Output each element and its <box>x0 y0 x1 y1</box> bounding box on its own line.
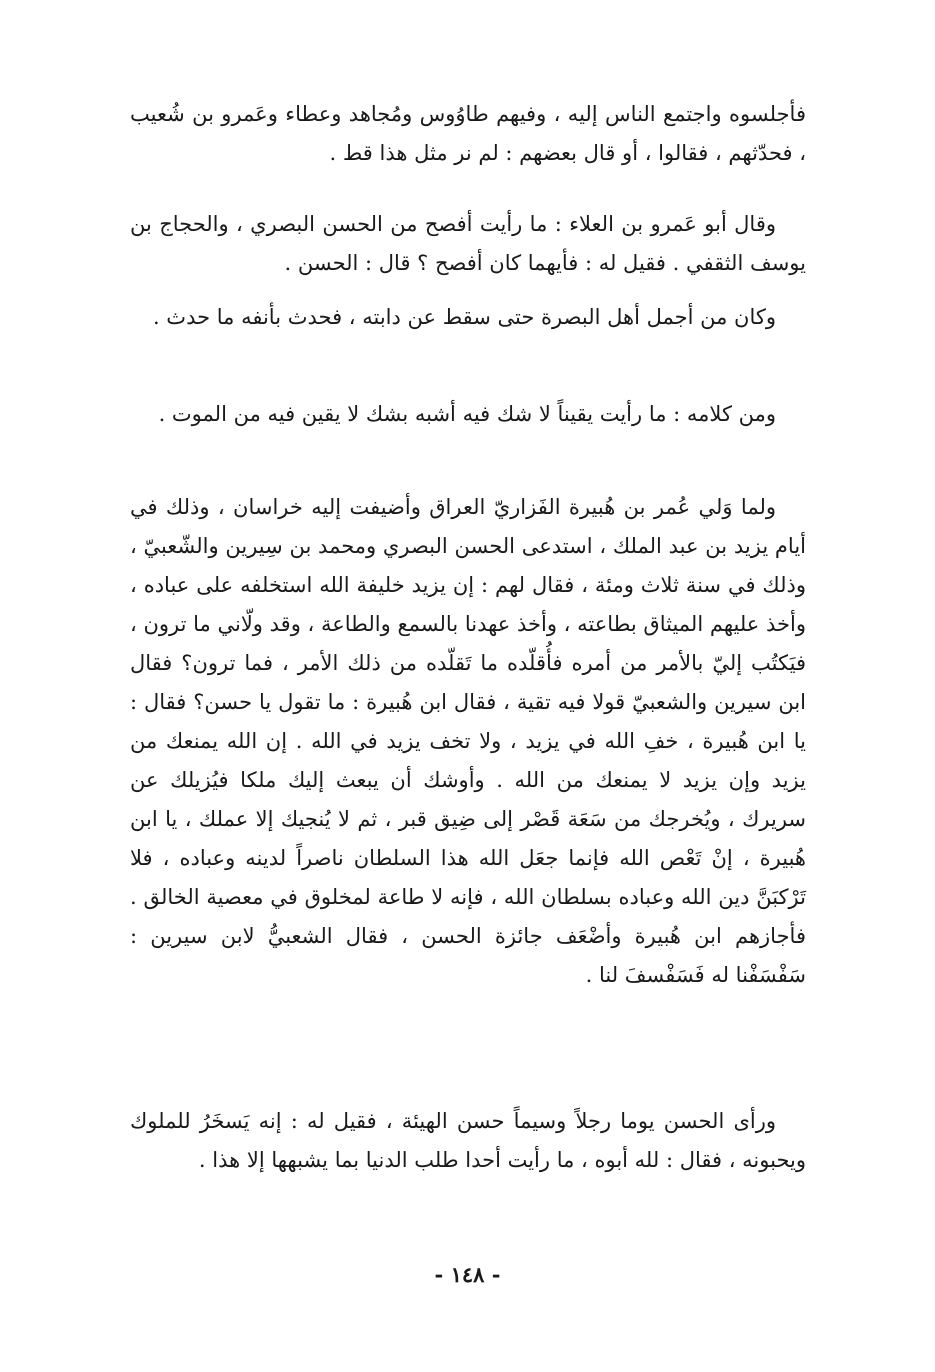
paragraph-3-text: وكان من أجمل أهل البصرة حتى سقط عن دابته ، فحدث بأنفه ما حدث . <box>152 305 776 329</box>
paragraph-6 <box>130 1102 806 1180</box>
paragraph-3 <box>130 298 806 337</box>
paragraph-2 <box>130 205 806 283</box>
paragraph-4 <box>130 395 806 434</box>
paragraph-6-text: ورأى الحسن يوما رجلاً وسيماً حسن الهيئة ، فقيل له : إنه يَسخَرُ للملوك ويحبونه ، فقال : لله أبوه ، ما رأيت أحدا طلب الدنيا بما يشبهها إلا هذا . <box>130 1109 806 1172</box>
paragraph-1-text: فأجلسوه واجتمع الناس إليه ، وفيهم طاوُوس ومُجاهد وعطاء وعَمرو بن شُعيب ، فحدّثهم ، فقالوا ، أو قال بعضهم : لم نر مثل هذا قط . <box>130 102 806 165</box>
page-number: - ١٤٨ - <box>434 1262 501 1287</box>
paragraph-5 <box>130 488 806 995</box>
paragraph-5-text: ولما وَلي عُمر بن هُبيرة الفَزاريّ العراق وأضيفت إليه خراسان ، وذلك في أيام يزيد بن عبد الملك ، استدعى الحسن البصري ومحمد بن سِيرين والشّعبيّ ، وذلك في سنة ثلاث ومئة ، فقال لهم : إن يزيد خليفة الله استخلفه على عباده ، وأخذ عليهم الميثاق بطاعته ، وأخذ عهدنا بالسمع والطاعة ، وقد ولّاني ما ترون ، فيَكتُب إليّ بالأمر من أمره فأُقلّده ما تَقلّده من ذلك الأمر ، فما ترون؟ فقال ابن سيرين والشعبيّ قولا فيه تقية ، فقال ابن هُبيرة : ما تقول يا حسن؟ فقال : يا ابن هُبيرة ، خفِ الله في يزيد ، ولا تخف يزيد في الله . إن الله يمنعك من يزيد وإن يزيد لا يمنعك من الله . وأوشك أن يبعث إليك ملكا فيُزيلك عن سريرك ، ويُخرجك من سَعَة قَصْر إلى ضِيق قبر ، ثم لا يُنجيك إلا عملك ، يا ابن هُبيرة ، إنْ تَعْص الله فإنما جعَل الله هذا السلطان ناصراً لدينه وعباده ، فلا تَرْكبَنَّ دين الله وعباده بسلطان الله ، فإنه لا طاعة لمخلوق في معصية الخالق . فأجازهم ابن هُبيرة وأضْعَف جائزة الحسن ، فقال الشعبيُّ لابن سيرين : سَفْسَفْنا له فَسَفْسفَ لنا . <box>130 495 806 987</box>
paragraph-1 <box>130 95 806 173</box>
paragraph-4-text: ومن كلامه : ما رأيت يقيناً لا شك فيه أشبه بشك لا يقين فيه من الموت . <box>158 402 776 426</box>
paragraph-2-text: وقال أبو عَمرو بن العلاء : ما رأيت أفصح من الحسن البصري ، والحجاج بن يوسف الثقفي . فقيل له : فأيهما كان أفصح ؟ قال : الحسن . <box>130 212 806 275</box>
